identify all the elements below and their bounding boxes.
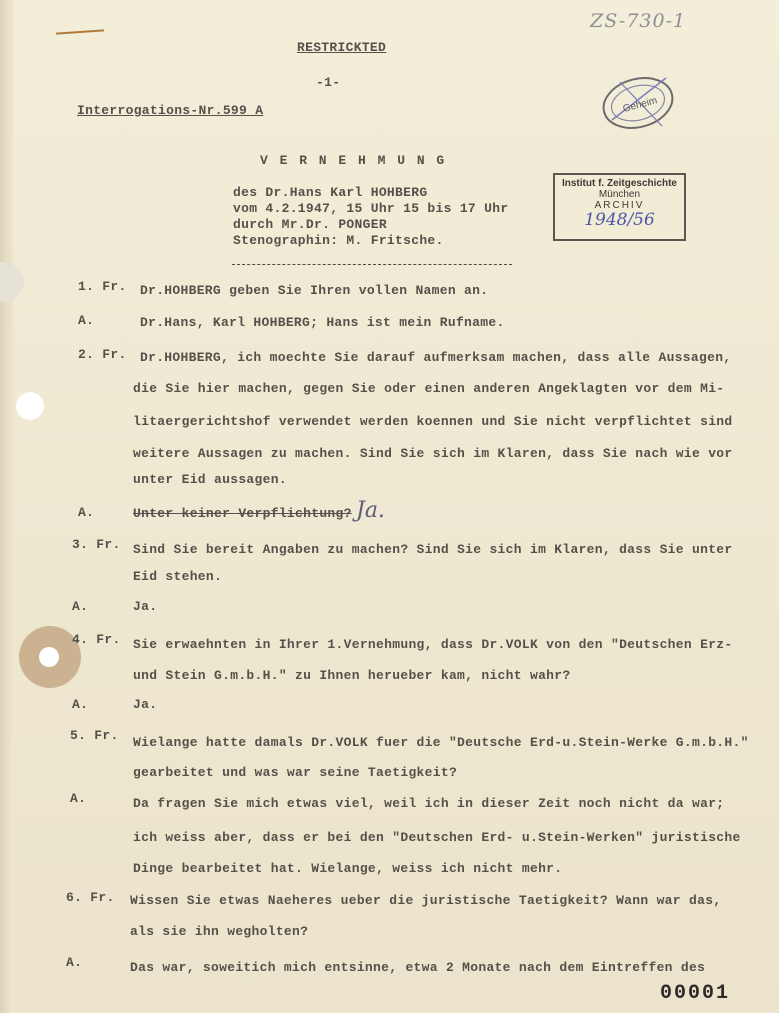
qa-text-line: Wissen Sie etwas Naeheres ueber die juristische Taetigkeit? Wann war das, [130,893,722,908]
handwritten-answer: Ja. [356,498,385,523]
qa-text-line: die Sie hier machen, gegen Sie oder einen anderen Angeklagten vor dem Mi- [133,381,725,396]
qa-text-line: Sie erwaehnten in Ihrer 1.Vernehmung, dass Dr.VOLK von den "Deutschen Erz- [133,637,733,652]
oval-stamp [600,72,680,134]
archive-stamp-institute: Institut f. Zeitgeschichte [561,178,677,189]
qa-label: 6. Fr. [66,890,115,905]
subtitle-line-3: durch Mr.Dr. PONGER [233,217,387,232]
archive-reference: ZS-730-1 [590,10,687,32]
qa-text-line: litaergerichtshof verwendet werden koennen und Sie nicht verpflichtet sind [133,414,733,429]
qa-label: 4. Fr. [72,632,121,647]
qa-text-line: als sie ihn wegholten? [130,924,309,939]
punch-hole-top [0,262,24,302]
archive-stamp-number: 1948/56 [584,210,655,230]
qa-text-line: Wielange hatte damals Dr.VOLK fuer die "Deutsche Erd-u.Stein-Werke G.m.b.H." [133,735,749,750]
qa-text-line: Ja. [133,599,158,614]
qa-label: 5. Fr. [70,728,119,743]
qa-label: A. [72,697,89,712]
qa-text-line: weitere Aussagen zu machen. Sind Sie sich im Klaren, dass Sie nach wie vor [133,446,733,461]
archive-stamp-label: ARCHIV [594,200,645,211]
qa-label: A. [78,313,95,328]
qa-text-line: Sind Sie bereit Angaben zu machen? Sind Sie sich im Klaren, dass Sie unter [133,542,733,557]
title-separator [232,264,512,266]
subtitle-line-4: Stenographin: M. Fritsche. [233,233,444,248]
qa-text-line: Dr.Hans, Karl HOHBERG; Hans ist mein Rufname. [140,315,505,330]
qa-text-line: Eid stehen. [133,569,223,584]
subtitle-line-1: des Dr.Hans Karl HOHBERG [233,185,428,200]
interrogation-number: Interrogations-Nr.599 A [77,103,264,118]
qa-text-line: Unter keiner Verpflichtung? [133,506,352,521]
qa-label: A. [72,599,89,614]
oval-stamp-text: Geheim [621,95,659,115]
qa-label: 2. Fr. [78,347,127,362]
qa-text-line: ich weiss aber, dass er bei den "Deutschen Erd- u.Stein-Werken" juristische [133,830,741,845]
qa-text-line: unter Eid aussagen. [133,472,287,487]
archive-stamp [553,173,686,241]
document-title: V E R N E H M U N G [260,153,447,168]
qa-label: A. [70,791,87,806]
qa-text-line: Das war, soweitich mich entsinne, etwa 2 Monate nach dem Eintreffen des [130,960,706,975]
qa-text-line: Dr.HOHBERG geben Sie Ihren vollen Namen an. [140,283,489,298]
page-number: -1- [316,75,341,90]
qa-label: A. [78,505,95,520]
qa-text-line: gearbeitet und was war seine Taetigkeit? [133,765,458,780]
punch-hole-center [39,647,59,667]
qa-text-line: Dr.HOHBERG, ich moechte Sie darauf aufmerksam machen, dass alle Aussagen, [140,350,732,365]
pencil-mark [56,29,104,34]
qa-text-line: Dinge bearbeitet hat. Wielange, weiss ich nicht mehr. [133,861,563,876]
qa-label: 1. Fr. [78,279,127,294]
subtitle-line-2: vom 4.2.1947, 15 Uhr 15 bis 17 Uhr [233,201,509,216]
qa-label: 3. Fr. [72,537,121,552]
qa-label: A. [66,955,83,970]
qa-text-line: und Stein G.m.b.H." zu Ihnen herueber kam, nicht wahr? [133,668,571,683]
punch-hole-small [16,392,44,420]
archive-stamp-city: München [598,189,641,200]
footer-page-code: 00001 [660,982,731,1005]
page-edge-shadow [0,0,14,1013]
classification-heading: RESTRICKTED [297,40,387,55]
qa-text-line: Da fragen Sie mich etwas viel, weil ich in dieser Zeit noch nicht da war; [133,796,725,811]
qa-text-line: Ja. [133,697,158,712]
